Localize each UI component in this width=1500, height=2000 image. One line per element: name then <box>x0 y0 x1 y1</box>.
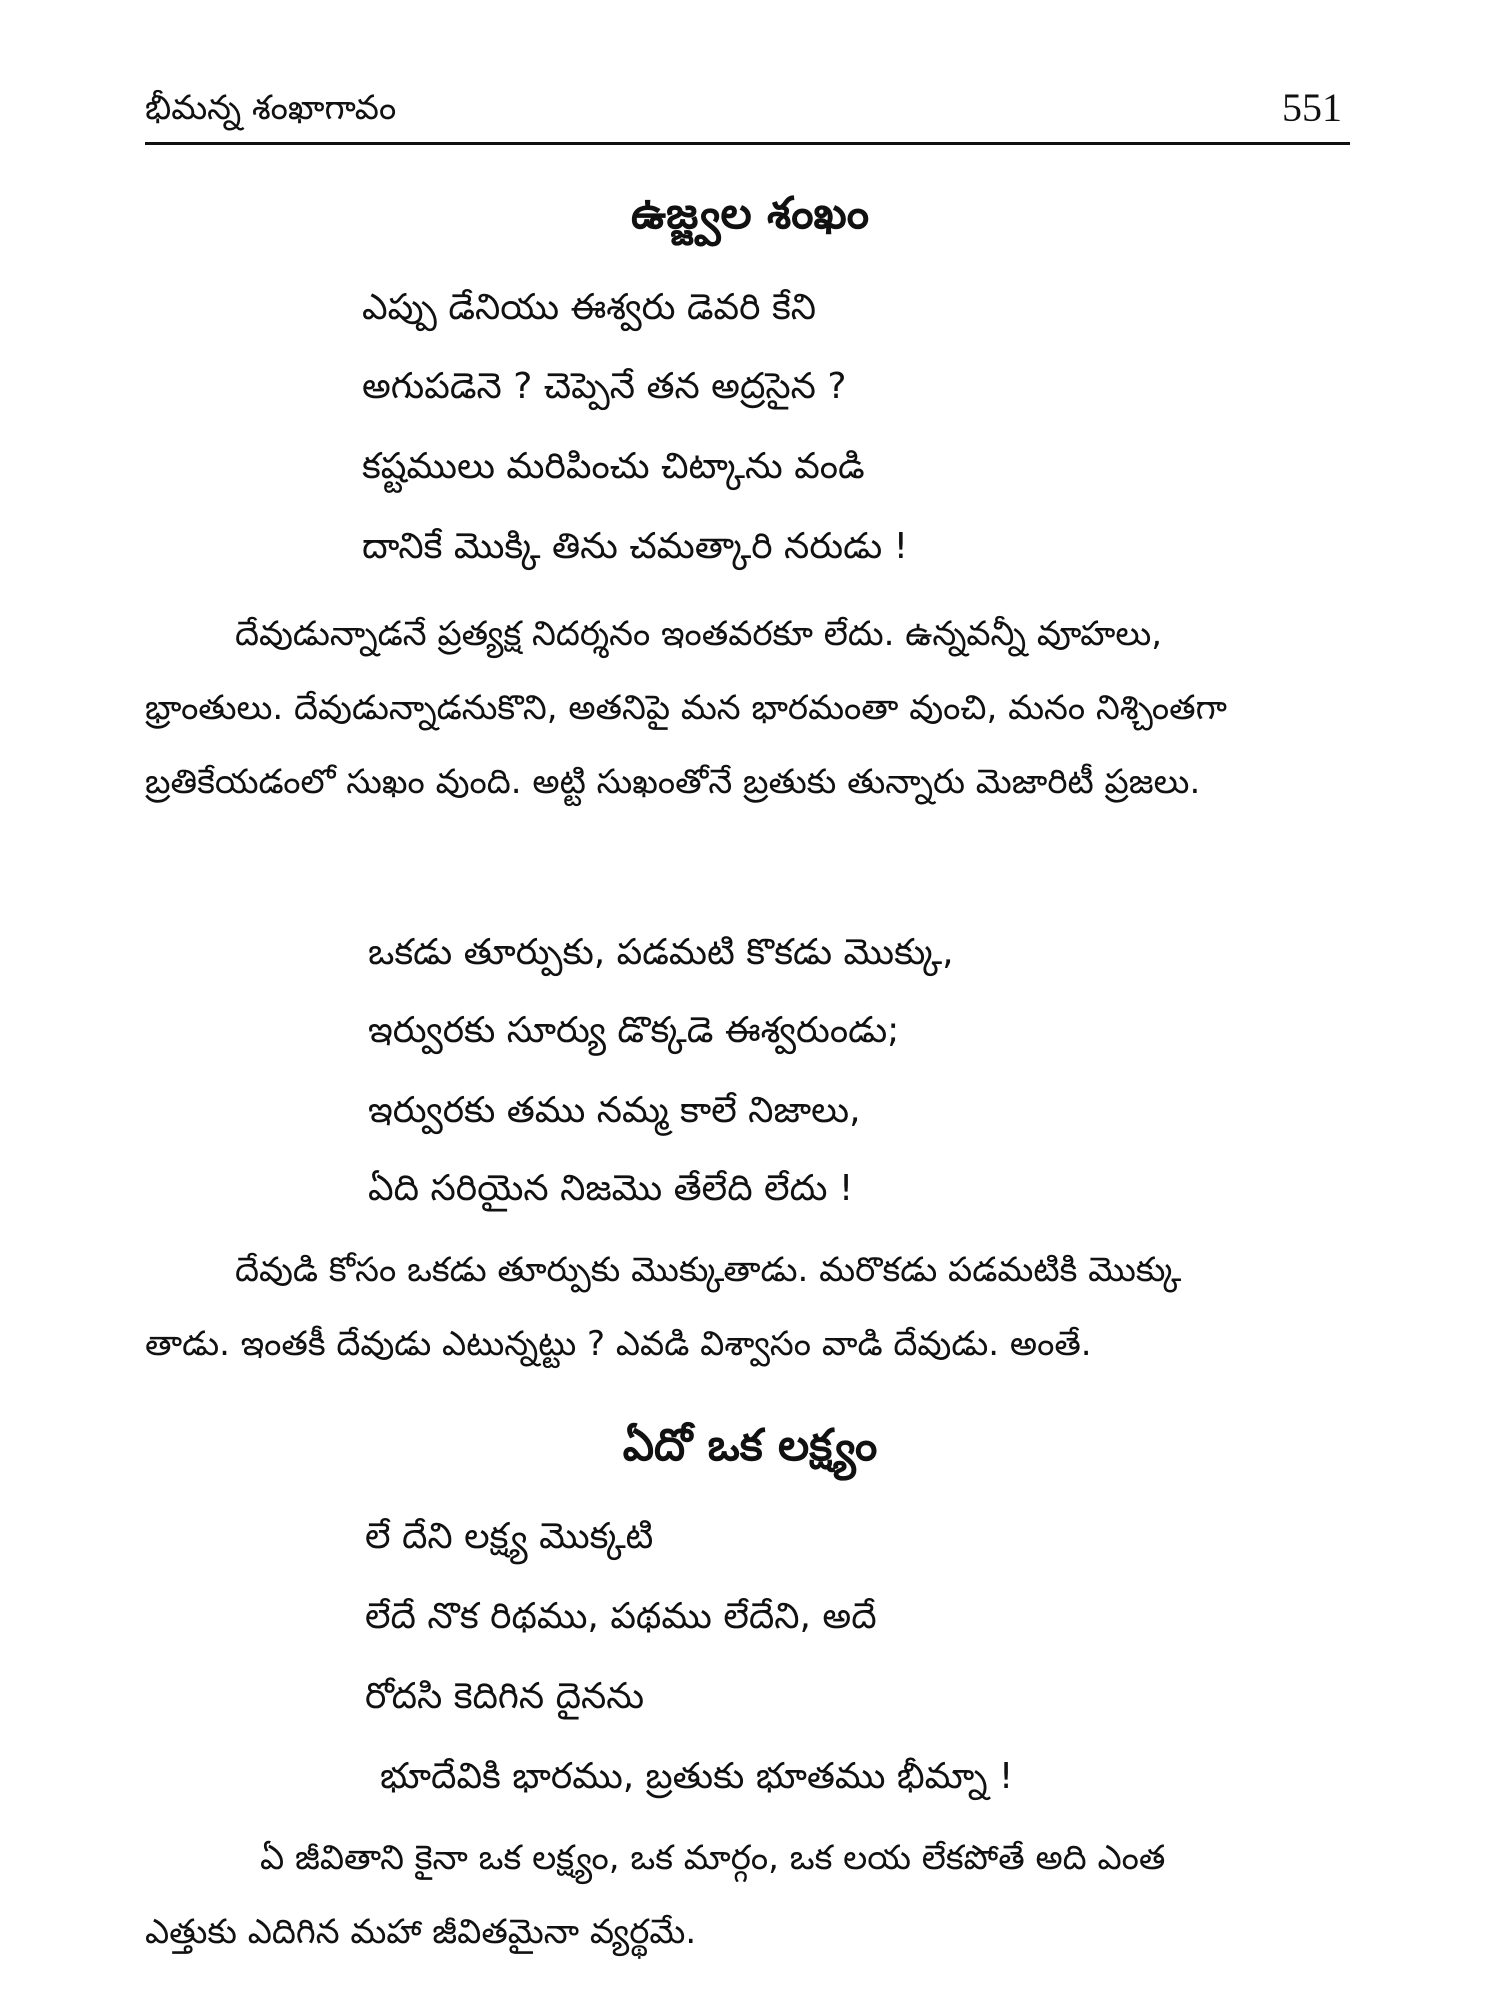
prose-line: తాడు. ఇంతకీ దేవుడు ఎటున్నట్టు ? ఎవడి విశ్వాసం వాడి దేవుడు. అంతే. <box>145 1324 1092 1364</box>
verse-line: లేదే నొక రిథము, పథము లేదేని, అదే <box>365 1596 877 1637</box>
verse-line: లే దేని లక్ష్య మొక్కటి <box>365 1516 654 1557</box>
verse-line: ఇర్వురకు సూర్యు డొక్కడె ఈశ్వరుండు; <box>368 1010 900 1051</box>
prose-line: దేవుడున్నాడనే ప్రత్యక్ష నిదర్శనం ఇంతవరకూ లేదు. ఉన్నవన్నీ వూహలు, <box>235 614 1163 654</box>
prose-line: ఏ జీవితాని కైనా ఒక లక్ష్యం, ఒక మార్గం, ఒక లయ లేకపోతే అది ఎంత <box>260 1838 1166 1878</box>
verse-line: అగుపడెనె ? చెప్పెనే తన అద్రసైన ? <box>362 366 847 407</box>
section-heading: ఉజ్జ్వల శంఖం <box>630 188 870 239</box>
running-header-title: భీమన్న శంఖాగావం <box>145 88 397 128</box>
running-header <box>145 82 1350 145</box>
prose-line: ఎత్తుకు ఎదిగిన మహా జీవితమైనా వ్యర్థమే. <box>145 1912 697 1952</box>
verse-line: ఇర్వురకు తము నమ్మ కాలే నిజాలు, <box>368 1090 861 1131</box>
prose-line: దేవుడి కోసం ఒకడు తూర్పుకు మొక్కుతాడు. మరొకడు పడమటికి మొక్కు <box>235 1250 1182 1290</box>
verse-line: కష్టములు మరిపించు చిట్కాను వండి <box>362 446 865 487</box>
prose-line: భ్రాంతులు. దేవుడున్నాడనుకొని, అతనిపై మన భారమంతా వుంచి, మనం నిశ్చింతగా <box>145 688 1227 728</box>
section-heading: ఏదో ఒక లక్ష్యం <box>622 1420 878 1471</box>
prose-line: బ్రతికేయడంలో సుఖం వుంది. అట్టి సుఖంతోనే బ్రతుకు తున్నారు మెజారిటీ ప్రజలు. <box>145 762 1201 802</box>
verse-line: రోదసి కెదిగిన దైనను <box>365 1676 645 1717</box>
verse-line: ఏది సరియైన నిజమొ తేలేది లేదు ! <box>368 1168 854 1209</box>
verse-line: ఒకడు తూర్పుకు, పడమటి కొకడు మొక్కు, <box>368 932 954 973</box>
page-number: 551 <box>1282 85 1342 130</box>
verse-line: ఎప్పు డేనియు ఈశ్వరు డెవరి కేని <box>362 287 817 328</box>
verse-line: దానికే మొక్కి తిను చమత్కారి నరుడు ! <box>362 526 909 567</box>
verse-line: భూదేవికి భారము, బ్రతుకు భూతము భీమ్నా ! <box>380 1756 1014 1797</box>
